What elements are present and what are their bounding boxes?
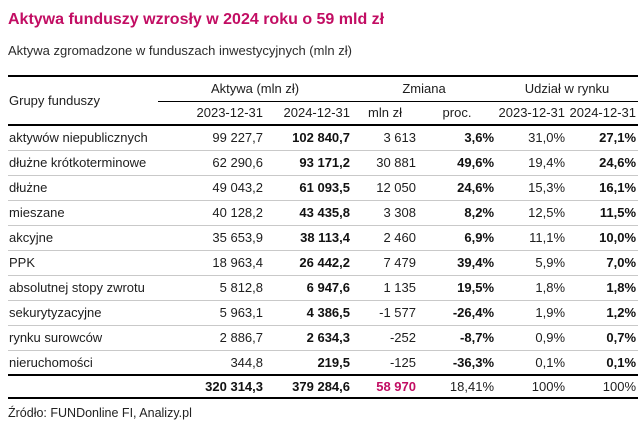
column-header-aktywa-2023: 2023-12-31 <box>196 105 263 121</box>
table-cell: -36,3% <box>418 350 496 375</box>
row-label: akcyjne <box>8 225 158 250</box>
table-body <box>8 125 638 375</box>
table-cell: 0,1% <box>567 350 638 375</box>
table-cell: 0,9% <box>496 325 567 350</box>
table-cell: 102 840,7 <box>265 125 352 150</box>
column-header-udzial-2024: 2024-12-31 <box>569 105 637 121</box>
page-subtitle: Aktywa zgromadzone w funduszach inwestycyjnych (mln zł) <box>8 43 352 58</box>
totals-label <box>8 375 158 398</box>
table-cell: 1 135 <box>352 275 418 300</box>
table-cell: 8,2% <box>418 200 496 225</box>
table-cell: 93 171,2 <box>265 150 352 175</box>
table-cell: 12 050 <box>352 175 418 200</box>
table-row <box>8 150 638 175</box>
table-row <box>8 225 638 250</box>
column-header-aktywa-2024: 2024-12-31 <box>283 105 350 121</box>
table-row <box>8 250 638 275</box>
totals-zmiana-proc: 18,41% <box>449 379 495 394</box>
source-note: Źródło: FUNDonline FI, Analizy.pl <box>8 406 192 420</box>
table-cell: 5 812,8 <box>158 275 265 300</box>
table-cell: -252 <box>352 325 418 350</box>
column-group-udzial-w-rynku: Udział w rynku <box>496 76 638 101</box>
table-cell: 19,5% <box>418 275 496 300</box>
table-cell: 7 479 <box>352 250 418 275</box>
table-cell: 1,8% <box>496 275 567 300</box>
column-group-aktywa: Aktywa (mln zł) <box>158 76 352 101</box>
table-cell: 4 386,5 <box>265 300 352 325</box>
column-header-grupy-funduszy: Grupy funduszy <box>9 93 101 108</box>
table-cell: 43 435,8 <box>265 200 352 225</box>
table-cell: 2 460 <box>352 225 418 250</box>
table-cell: 10,0% <box>567 225 638 250</box>
table-cell: 3 308 <box>352 200 418 225</box>
totals-row <box>8 375 638 398</box>
table-cell: 18 963,4 <box>158 250 265 275</box>
table-cell: -1 577 <box>352 300 418 325</box>
row-label: PPK <box>8 250 158 275</box>
table-cell: 15,3% <box>496 175 567 200</box>
table-cell: 1,8% <box>567 275 638 300</box>
table-cell: 1,2% <box>567 300 638 325</box>
table-row <box>8 325 638 350</box>
table-cell: 31,0% <box>496 125 567 150</box>
table-cell: 6,9% <box>418 225 496 250</box>
table-cell: 2 886,7 <box>158 325 265 350</box>
table-cell: 39,4% <box>418 250 496 275</box>
column-header-udzial-2023: 2023-12-31 <box>498 105 566 121</box>
table-cell: -26,4% <box>418 300 496 325</box>
column-header-zmiana-proc: proc. <box>442 105 472 121</box>
table-cell: 27,1% <box>567 125 638 150</box>
table-header <box>8 76 638 125</box>
table-cell: 0,1% <box>496 350 567 375</box>
table-cell: 1,9% <box>496 300 567 325</box>
table-cell: 49,6% <box>418 150 496 175</box>
table-cell: 5 963,1 <box>158 300 265 325</box>
column-header-zmiana-mln-zl: mln zł <box>368 105 402 121</box>
table-cell: 35 653,9 <box>158 225 265 250</box>
table-row <box>8 125 638 150</box>
table-cell: 3,6% <box>418 125 496 150</box>
row-label: mieszane <box>8 200 158 225</box>
table-cell: 99 227,7 <box>158 125 265 150</box>
table-row <box>8 200 638 225</box>
table-row <box>8 300 638 325</box>
table-cell: 24,6% <box>567 150 638 175</box>
totals-aktywa-2024: 379 284,6 <box>292 379 350 394</box>
table-row <box>8 350 638 375</box>
table-cell: 3 613 <box>352 125 418 150</box>
table-cell: 49 043,2 <box>158 175 265 200</box>
column-group-zmiana: Zmiana <box>352 76 496 101</box>
table-cell: -125 <box>352 350 418 375</box>
table-cell: 219,5 <box>265 350 352 375</box>
group-header-row <box>8 76 638 101</box>
table-cell: 26 442,2 <box>265 250 352 275</box>
table-cell: 6 947,6 <box>265 275 352 300</box>
table-cell: 344,8 <box>158 350 265 375</box>
row-label: rynku surowców <box>8 325 158 350</box>
totals-udzial-2024: 100% <box>602 379 637 394</box>
funds-table <box>8 75 638 399</box>
table-cell: 11,5% <box>567 200 638 225</box>
table-cell: 5,9% <box>496 250 567 275</box>
table-cell: 0,7% <box>567 325 638 350</box>
row-label: sekurytyzacyjne <box>8 300 158 325</box>
totals-aktywa-2023: 320 314,3 <box>205 379 263 394</box>
table-cell: 30 881 <box>352 150 418 175</box>
table-cell: 61 093,5 <box>265 175 352 200</box>
page-title: Aktywa funduszy wzrosły w 2024 roku o 59 mld zł <box>8 11 385 28</box>
table-footer <box>8 375 638 398</box>
row-label: aktywów niepublicznych <box>8 125 158 150</box>
table-cell: 24,6% <box>418 175 496 200</box>
table-cell: 7,0% <box>567 250 638 275</box>
table-cell: 62 290,6 <box>158 150 265 175</box>
table-row <box>8 175 638 200</box>
table-cell: -8,7% <box>418 325 496 350</box>
row-label: dłużne <box>8 175 158 200</box>
totals-udzial-2023: 100% <box>531 379 566 394</box>
totals-zmiana-mln-zl: 58 970 <box>376 379 416 394</box>
row-label: dłużne krótkoterminowe <box>8 150 158 175</box>
table-cell: 19,4% <box>496 150 567 175</box>
table-cell: 12,5% <box>496 200 567 225</box>
table-cell: 38 113,4 <box>265 225 352 250</box>
table-cell: 16,1% <box>567 175 638 200</box>
row-label: nieruchomości <box>8 350 158 375</box>
row-label: absolutnej stopy zwrotu <box>8 275 158 300</box>
table-cell: 2 634,3 <box>265 325 352 350</box>
table-cell: 11,1% <box>496 225 567 250</box>
table-row <box>8 275 638 300</box>
table-cell: 40 128,2 <box>158 200 265 225</box>
